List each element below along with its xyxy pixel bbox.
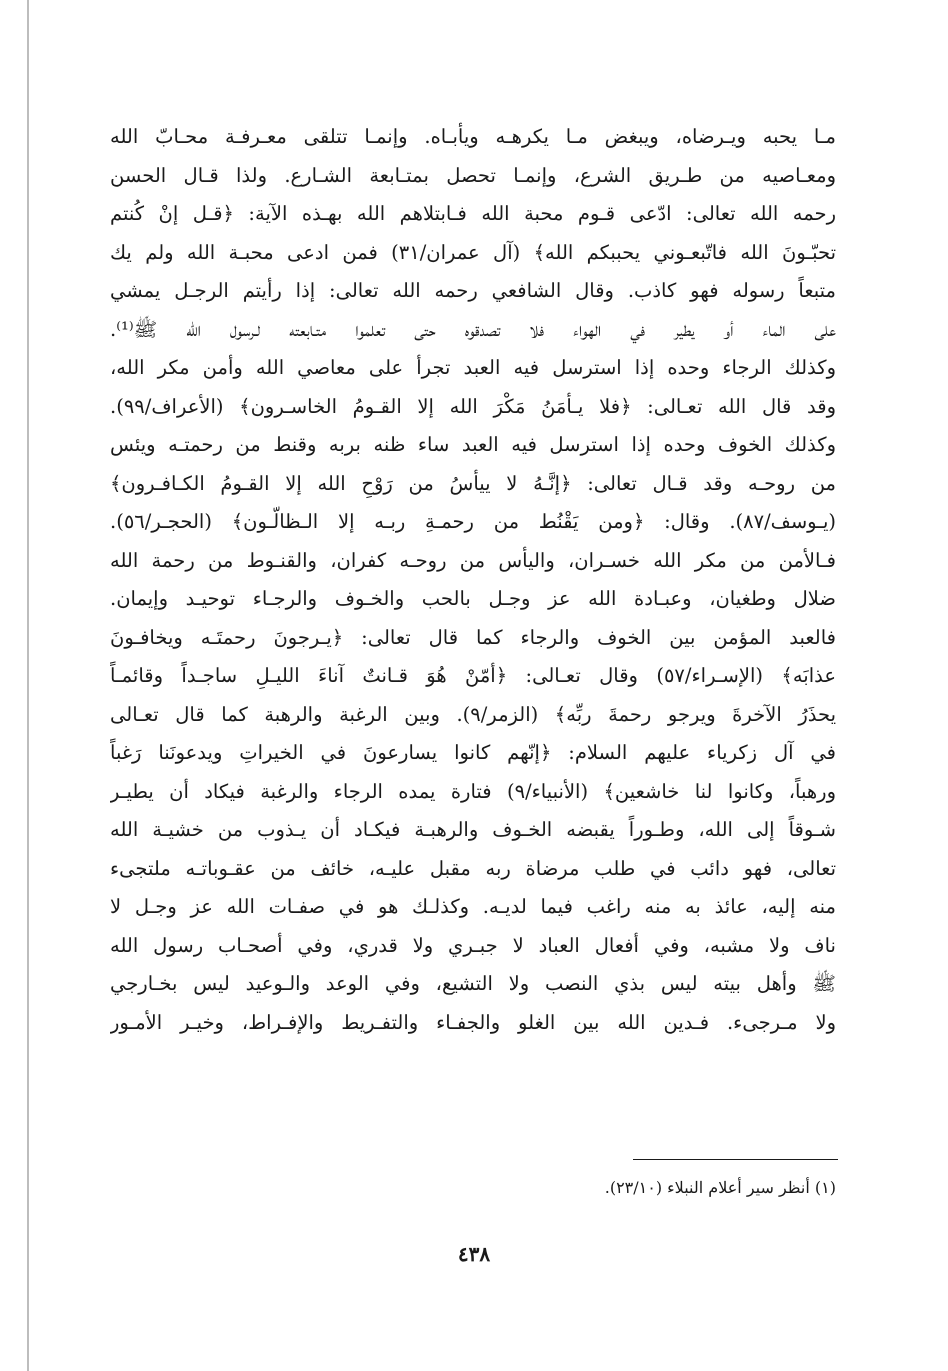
- text-line: وكذلك الخوف وحده إذا استرسل فيه العبد ساء ظنه بربه وقنط من رحمتـه ويئس: [110, 433, 836, 456]
- text-line: فـالأمن من مكر الله خسـران، واليأس من روحـه كفران، والقنـوط من رحمة الله: [110, 548, 836, 572]
- text-line: فالعبد المؤمن بين الخوف والرجاء كما قال تعالى: ﴿يـرجونَ رحمتَـه ويخافـونَ: [110, 625, 836, 649]
- text-line: تحبّـونَ الله فاتّبعـوني يحببكم الله﴾ (آل عمران/٣١) فمن ادعى محبـة الله ولم يك: [110, 240, 836, 264]
- text-line: منه إليه، عائذ به منه راغب فيما لديـه. وكذلـك هو في صفـات الله عز وجـل لا: [110, 895, 836, 918]
- text-line: رحمه الله تعالى: ادّعى قـوم محبة الله فـابتلاهم الله بهـذه الآية: ﴿قـل إنْ كُنتم: [110, 202, 836, 225]
- page-edge-line: [27, 0, 29, 1371]
- text-line: يحذَرُ الآخرةَ ويرجو رحمةَ ربِّه﴾ (الزمر/٩). وبين الرغبة والرهبة كما قال تعـالى: [110, 702, 836, 726]
- footnote: (١) أنظر سير أعلام النبلاء (٢٣/١٠).: [604, 1178, 836, 1197]
- text-line: عذابَه﴾ (الإسـراء/٥٧) وقال تعـالى: ﴿أمّنْ هُوَ قـانتٌ آناءَ الليـلِ ساجـداً وقائمـاً: [110, 664, 836, 687]
- page-body: [110, 118, 836, 1042]
- text-line: ﷺ وأهل بيته ليس بذي النصب ولا التشيع، وفي الوعد والـوعيد ليس بخـارجي: [110, 972, 836, 995]
- text-line: ضلال وطغيان، وعبـادة الله عز وجـل بالحب والخـوف والرجـاء توحيـد وإيمان.: [110, 587, 836, 610]
- text-line: من روحـه وقد قـال تعالى: ﴿إنَّـهُ لا ييأسُ من رَوْحِ الله إلا القـومُ الكـافـرون﴾: [110, 471, 836, 495]
- text-line: شـوقاً إلى الله، وطـوراً يقبضه الخـوف والرهبـة فيكـاد أن يـذوب من خشيـة الله: [110, 818, 836, 841]
- text-line: تعالى، فهو دائب في طلب مرضاة ربه مقبل عليـه، خائف من عقـوباتـه ملتجىء: [110, 856, 836, 880]
- text-line: مـا يحبه ويـرضاه، ويبغض مـا يكرهـه ويأبـاه. وإنمـا تتلقى معـرفـة محـابّ الله: [110, 125, 836, 148]
- text-line: على الماء أو يطير في الهواء فلا تصدقوه حتى تعلموا متـابعته لـرسول الله ﷺ⁽¹⁾.: [110, 317, 836, 341]
- body-text: [110, 118, 836, 1042]
- text-line: متبعاً رسوله فهو كاذب. وقال الشافعي رحمه الله تعالى: إذا رأيتم الرجـل يمشي: [110, 279, 836, 302]
- text-line: ولا مـرجىء. فـدين الله بين الغلو والجفـاء والتفـريط والإفـراط، وخيـر الأمـور: [110, 1010, 836, 1034]
- text-line: (يـوسف/٨٧). وقال: ﴿ومن يَقْنُط من رحمـةِ ربـه إلا الـظالّـون﴾ (الحجـر/٥٦).: [110, 510, 836, 533]
- text-line: وكذلك الرجاء وحده إذا استرسل فيه العبد تجرأ على معاصي الله وأمن مكر الله،: [110, 356, 836, 379]
- text-line: ومعـاصيه من طـريق الشرع، وإنمـا تحصل بمتـابعة الشـارع. ولذا قـال الحسن: [110, 163, 836, 187]
- text-line: ورهباً، وكانوا لنا خاشعين﴾ (الأنبياء/٩) فتارة يمده الرجاء والرغبة فيكاد أن يطيـر: [110, 779, 836, 803]
- footnote-divider: [633, 1159, 838, 1160]
- text-line: وقد قال الله تعـالى: ﴿فلا يـأمَنُ مَكْرَ الله إلا القـومُ الخاسـرون﴾ (الأعراف/٩٩).: [110, 394, 836, 418]
- page-number: ٤٣٨: [457, 1242, 491, 1266]
- text-line: ناف ولا مشبه، وفي أفعال العباد لا جبـري ولا قدري، وفي أصحـاب رسول الله: [110, 933, 836, 957]
- text-line: في آل زكرياء عليهم السلام: ﴿إنّهم كانوا يسارعونَ في الخيراتِ ويدعونَنا رَغباً: [110, 741, 836, 764]
